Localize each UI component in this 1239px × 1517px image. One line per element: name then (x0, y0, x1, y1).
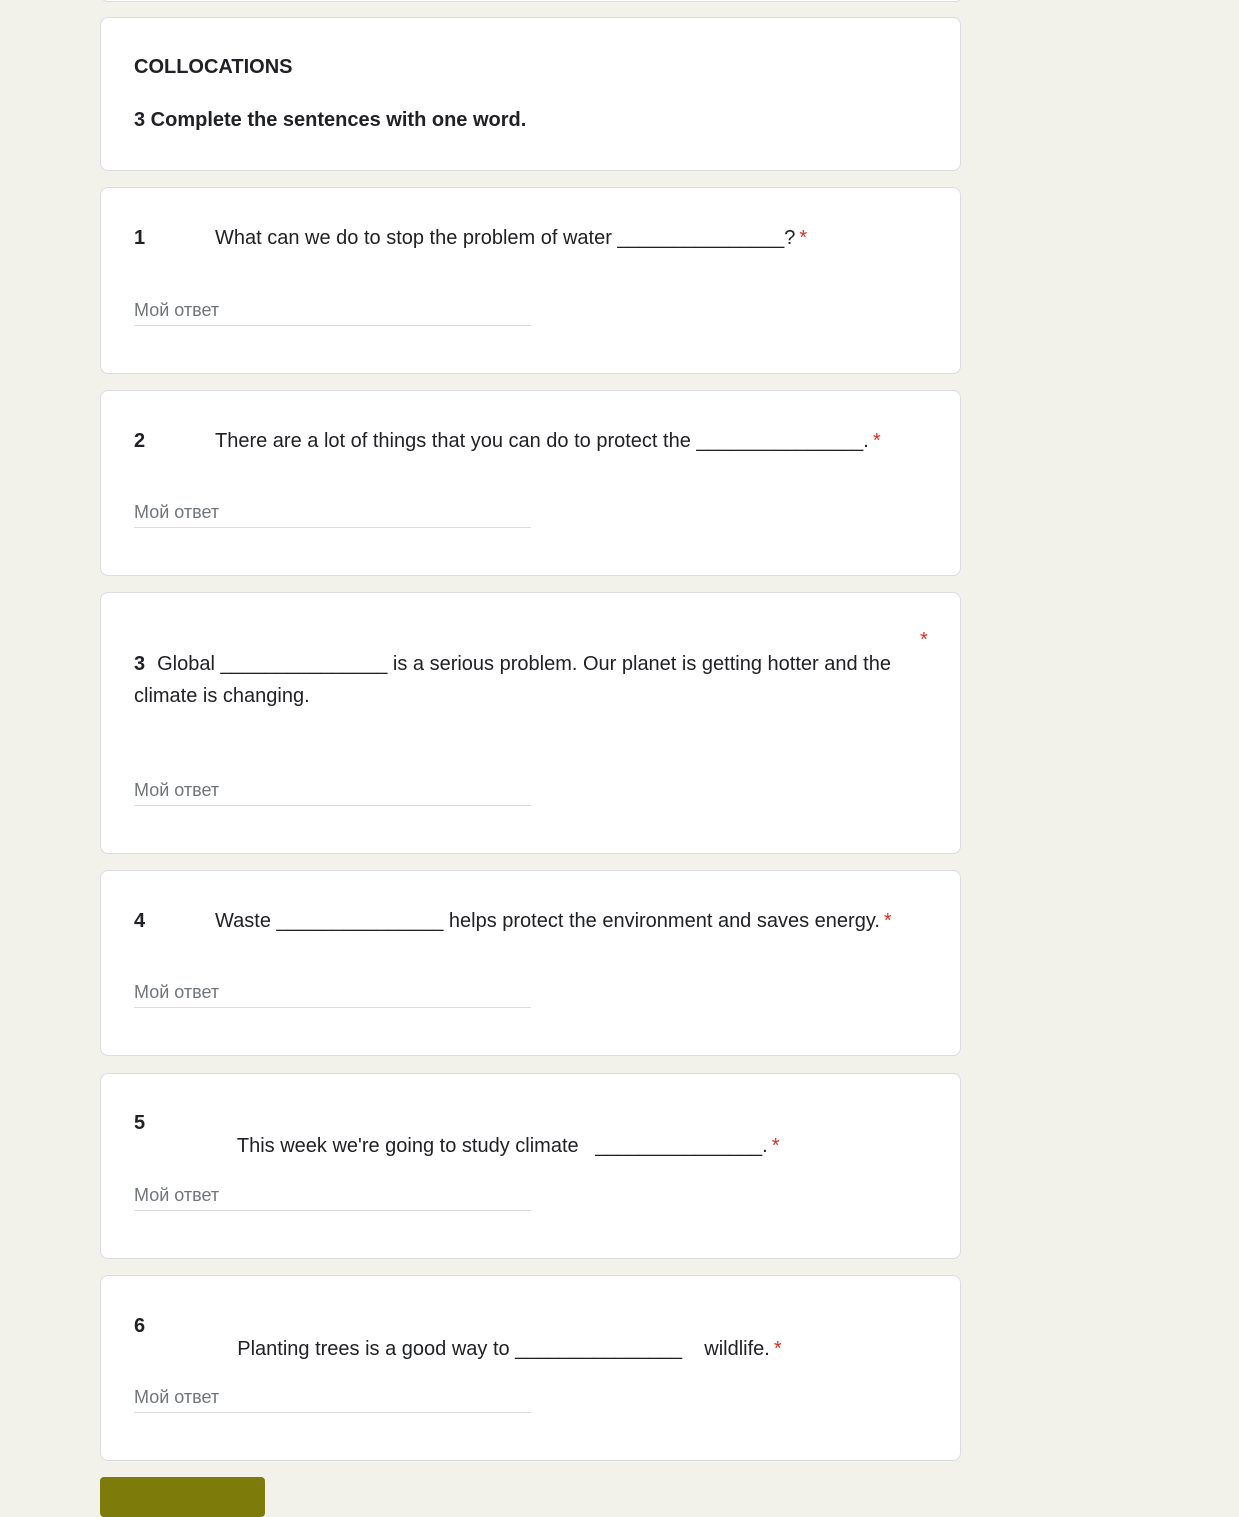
question-text-row-2 (215, 430, 881, 453)
submit-button[interactable] (100, 1477, 265, 1517)
question-number: 4 (134, 910, 146, 932)
required-asterisk: * (920, 629, 928, 651)
question-text: Global _______________ is a serious problem. Our planet is getting hotter and the climate is changing. (134, 653, 891, 707)
question-text-row-6 (215, 1315, 782, 1384)
answer-input-1[interactable] (134, 295, 531, 326)
question-text: There are a lot of things that you can do to protect the _______________. (215, 430, 869, 452)
question-text: Waste _______________ helps protect the environment and saves energy. (215, 910, 880, 932)
question-number: 2 (134, 430, 146, 452)
required-asterisk: * (799, 227, 808, 249)
question-card-5 (100, 1073, 961, 1259)
question-text: What can we do to stop the problem of water _______________? (215, 227, 796, 249)
answer-input-6[interactable] (134, 1382, 531, 1413)
required-asterisk: * (773, 1338, 782, 1360)
question-text-row-1 (215, 227, 807, 250)
answer-input-2[interactable] (134, 497, 531, 528)
answer-input-3[interactable] (134, 775, 531, 806)
question-text: Planting trees is a good way to _______________ wildlife. (237, 1338, 770, 1360)
question-card-2 (100, 390, 961, 576)
section-title: COLLOCATIONS (134, 56, 293, 78)
required-asterisk: * (771, 1135, 780, 1157)
question-text: This week we're going to study climate _______________. (236, 1135, 768, 1157)
question-number: 1 (134, 227, 146, 249)
question-number: 5 (134, 1112, 146, 1134)
question-title-1 (134, 227, 145, 250)
question-card-4 (100, 870, 961, 1056)
answer-input-5[interactable] (134, 1180, 531, 1211)
question-number: 6 (134, 1315, 146, 1337)
question-text-row-4 (215, 910, 892, 933)
section-header-card (100, 17, 961, 171)
question-card-6 (100, 1275, 961, 1461)
required-asterisk: * (872, 430, 881, 452)
question-number: 3 (134, 653, 146, 675)
required-asterisk: * (883, 910, 892, 932)
question-title-2 (134, 430, 145, 453)
question-title-6 (134, 1315, 145, 1338)
question-text-row-5 (215, 1112, 780, 1181)
question-title-4 (134, 910, 145, 933)
question-card-1 (100, 187, 961, 374)
question-title-5 (134, 1112, 145, 1135)
question-card-3 (100, 592, 961, 854)
answer-input-4[interactable] (134, 977, 531, 1008)
previous-card-edge (100, 0, 963, 2)
question-title-3 (134, 648, 924, 712)
section-description: 3 Complete the sentences with one word. (134, 109, 527, 131)
